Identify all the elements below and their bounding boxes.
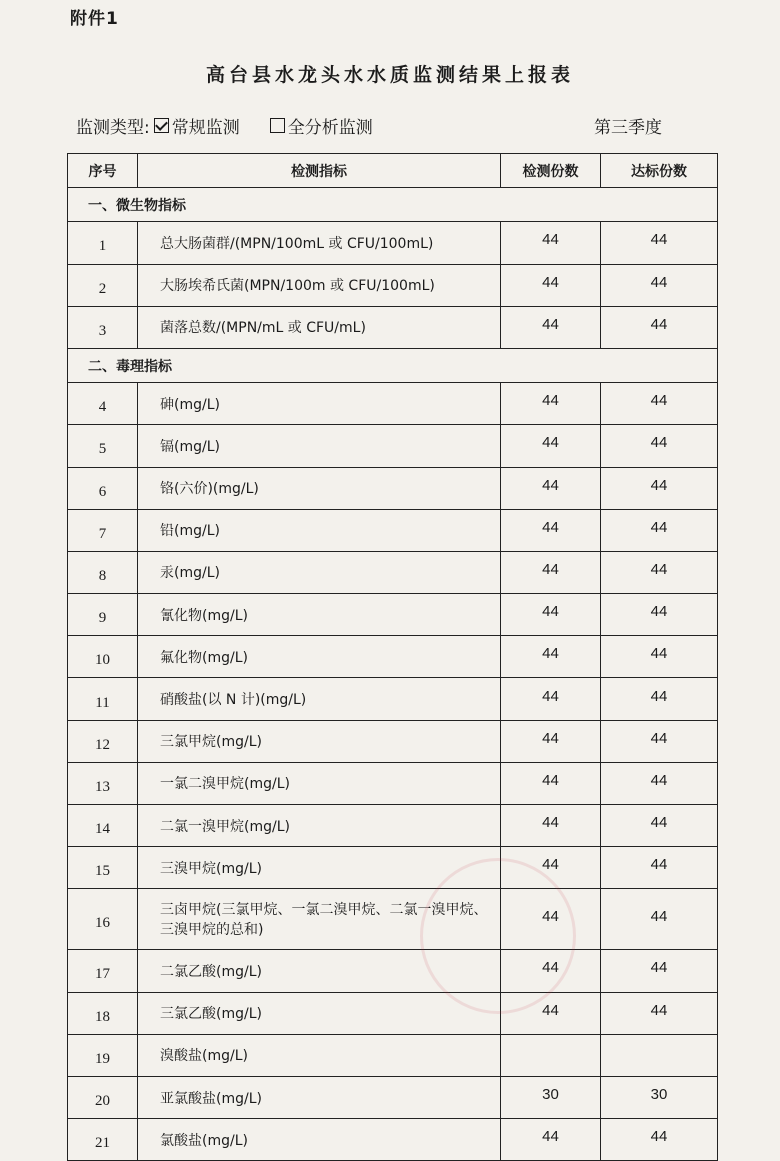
option-full-analysis[interactable] <box>270 113 373 138</box>
row-number: 17 <box>68 950 138 992</box>
tested-count: 44 <box>501 950 601 992</box>
tested-count: 44 <box>501 720 601 762</box>
row-number: 12 <box>68 720 138 762</box>
passed-count: 44 <box>601 720 718 762</box>
tested-count: 30 <box>501 1076 601 1118</box>
row-number: 20 <box>68 1076 138 1118</box>
indicator-name: 砷(mg/L) <box>138 383 501 425</box>
indicator-name: 铅(mg/L) <box>138 509 501 551</box>
table-row <box>68 467 718 509</box>
indicator-name: 三氯乙酸(mg/L) <box>138 992 501 1034</box>
row-number: 18 <box>68 992 138 1034</box>
table-row <box>68 425 718 467</box>
tested-count: 44 <box>501 383 601 425</box>
passed-count: 30 <box>601 1076 718 1118</box>
passed-count: 44 <box>601 992 718 1034</box>
passed-count <box>601 1034 718 1076</box>
tested-count: 44 <box>501 847 601 889</box>
monitoring-type-label: 监测类型: <box>76 118 150 138</box>
indicator-name: 硝酸盐(以 N 计)(mg/L) <box>138 678 501 720</box>
indicator-name: 三氯甲烷(mg/L) <box>138 720 501 762</box>
indicator-name: 大肠埃希氏菌(MPN/100m 或 CFU/100mL) <box>138 264 501 306</box>
option-routine-label: 常规监测 <box>171 118 240 138</box>
col-header-passed: 达标份数 <box>601 154 718 188</box>
indicator-name: 二氯乙酸(mg/L) <box>138 950 501 992</box>
tested-count: 44 <box>501 306 601 348</box>
checkbox-empty-icon[interactable] <box>270 118 285 133</box>
passed-count: 44 <box>601 222 718 264</box>
row-number: 10 <box>68 636 138 678</box>
indicator-name: 氰化物(mg/L) <box>138 594 501 636</box>
page-title: 高台县水龙头水水质监测结果上报表 <box>205 64 574 86</box>
col-header-no: 序号 <box>68 154 138 188</box>
table-header-row <box>68 154 718 188</box>
row-number: 2 <box>68 264 138 306</box>
passed-count: 44 <box>601 805 718 847</box>
quarter-label: 第三季度 <box>594 118 662 138</box>
passed-count: 44 <box>601 762 718 804</box>
row-number: 21 <box>68 1119 138 1161</box>
passed-count: 44 <box>601 467 718 509</box>
table-row <box>68 1076 718 1118</box>
indicator-name: 氯酸盐(mg/L) <box>138 1119 501 1161</box>
table-row <box>68 720 718 762</box>
passed-count: 44 <box>601 678 718 720</box>
attachment-label: 附件1 <box>70 9 119 29</box>
table-row <box>68 636 718 678</box>
passed-count: 44 <box>601 1119 718 1161</box>
indicator-name: 总大肠菌群/(MPN/100mL 或 CFU/100mL) <box>138 222 501 264</box>
indicator-name: 亚氯酸盐(mg/L) <box>138 1076 501 1118</box>
tested-count: 44 <box>501 264 601 306</box>
indicator-name: 镉(mg/L) <box>138 425 501 467</box>
indicator-name: 铬(六价)(mg/L) <box>138 467 501 509</box>
passed-count: 44 <box>601 551 718 593</box>
table-row <box>68 950 718 992</box>
passed-count: 44 <box>601 306 718 348</box>
tested-count: 44 <box>501 889 601 950</box>
col-header-tested: 检测份数 <box>501 154 601 188</box>
passed-count: 44 <box>601 383 718 425</box>
tested-count: 44 <box>501 762 601 804</box>
col-header-indicator: 检测指标 <box>138 154 501 188</box>
passed-count: 44 <box>601 889 718 950</box>
results-table <box>67 153 718 1161</box>
tested-count: 44 <box>501 678 601 720</box>
passed-count: 44 <box>601 847 718 889</box>
passed-count: 44 <box>601 425 718 467</box>
table-row <box>68 678 718 720</box>
tested-count: 44 <box>501 467 601 509</box>
table-row <box>68 383 718 425</box>
indicator-name: 一氯二溴甲烷(mg/L) <box>138 762 501 804</box>
tested-count: 44 <box>501 222 601 264</box>
table-row <box>68 306 718 348</box>
tested-count: 44 <box>501 636 601 678</box>
checkbox-checked-icon[interactable] <box>154 118 169 133</box>
row-number: 15 <box>68 847 138 889</box>
tested-count: 44 <box>501 1119 601 1161</box>
row-number: 1 <box>68 222 138 264</box>
table-row <box>68 1034 718 1076</box>
row-number: 5 <box>68 425 138 467</box>
option-routine[interactable] <box>154 113 240 138</box>
option-full-analysis-label: 全分析监测 <box>287 118 373 138</box>
tested-count: 44 <box>501 992 601 1034</box>
table-row <box>68 847 718 889</box>
indicator-name: 三卤甲烷(三氯甲烷、一氯二溴甲烷、二氯一溴甲烷、三溴甲烷的总和) <box>138 889 501 950</box>
monitoring-type-row <box>76 113 676 138</box>
table-row <box>68 992 718 1034</box>
indicator-name: 溴酸盐(mg/L) <box>138 1034 501 1076</box>
section-row <box>68 348 718 382</box>
passed-count: 44 <box>601 950 718 992</box>
row-number: 8 <box>68 551 138 593</box>
table-row <box>68 222 718 264</box>
row-number: 14 <box>68 805 138 847</box>
table-row <box>68 1119 718 1161</box>
table-row <box>68 509 718 551</box>
indicator-name: 三溴甲烷(mg/L) <box>138 847 501 889</box>
tested-count <box>501 1034 601 1076</box>
row-number: 6 <box>68 467 138 509</box>
table-row <box>68 805 718 847</box>
passed-count: 44 <box>601 264 718 306</box>
row-number: 3 <box>68 306 138 348</box>
section-row <box>68 188 718 222</box>
tested-count: 44 <box>501 594 601 636</box>
passed-count: 44 <box>601 509 718 551</box>
passed-count: 44 <box>601 636 718 678</box>
table-row <box>68 551 718 593</box>
table-row <box>68 889 718 950</box>
row-number: 19 <box>68 1034 138 1076</box>
tested-count: 44 <box>501 551 601 593</box>
table-row <box>68 594 718 636</box>
table-row <box>68 264 718 306</box>
row-number: 16 <box>68 889 138 950</box>
tested-count: 44 <box>501 509 601 551</box>
tested-count: 44 <box>501 425 601 467</box>
row-number: 13 <box>68 762 138 804</box>
row-number: 4 <box>68 383 138 425</box>
indicator-name: 二氯一溴甲烷(mg/L) <box>138 805 501 847</box>
passed-count: 44 <box>601 594 718 636</box>
table-row <box>68 762 718 804</box>
indicator-name: 菌落总数/(MPN/mL 或 CFU/mL) <box>138 306 501 348</box>
indicator-name: 氟化物(mg/L) <box>138 636 501 678</box>
section-title: 二、毒理指标 <box>68 348 718 382</box>
indicator-name: 汞(mg/L) <box>138 551 501 593</box>
row-number: 11 <box>68 678 138 720</box>
row-number: 9 <box>68 594 138 636</box>
row-number: 7 <box>68 509 138 551</box>
section-title: 一、微生物指标 <box>68 188 718 222</box>
tested-count: 44 <box>501 805 601 847</box>
